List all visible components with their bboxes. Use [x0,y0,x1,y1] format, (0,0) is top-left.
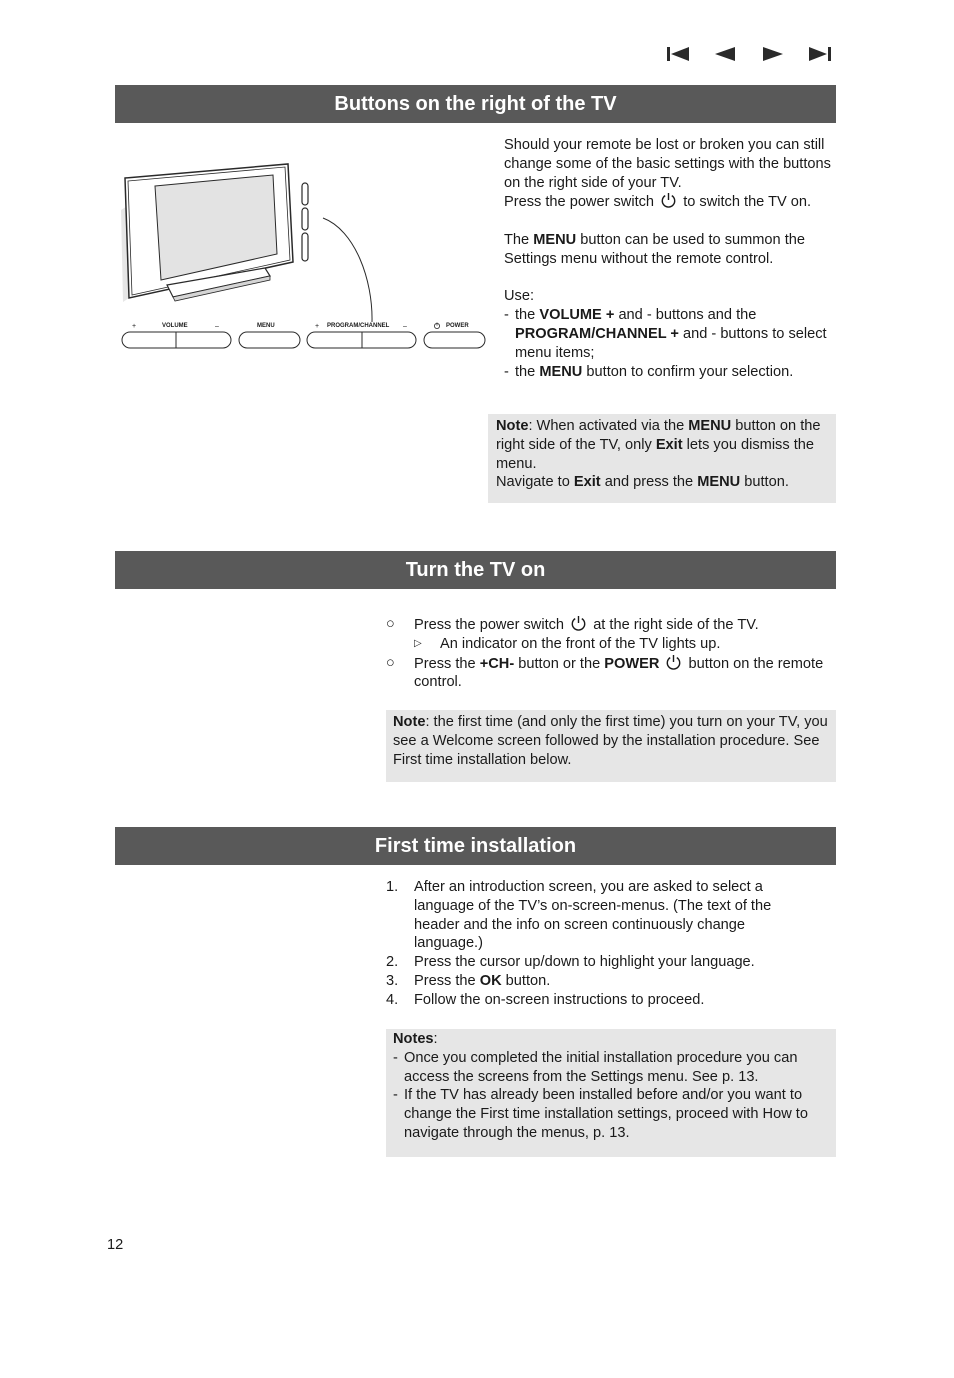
step-2: 2. Press the cursor up/down to highlight your language. [386,954,755,971]
label-minus-program: – [403,323,407,330]
notes-item-2: - If the TV has already been installed before and/or you want to change the First time installation settings, proceed with How to navigate through the menus, p. 13. [393,1087,808,1141]
label-program-channel: PROGRAM/CHANNEL [327,323,390,329]
turn-on-result-1: ▷ An indicator on the front of the TV lights up. [414,635,721,652]
buttons-paragraph-1: Should your remote be lost or broken you can still change some of the basic settings with the buttons on the right side of your TV. [504,137,831,191]
section-title-first-time: First time installation [115,827,836,865]
section-title-buttons: Buttons on the right of the TV [115,85,836,123]
step-1: 1. After an introduction screen, you are asked to select a language of the TV’s on-screen-menus. (The text of the header and the info on screen continuously change language.) [386,879,772,952]
use-item-menu: - the MENU button to confirm your selection. [504,363,794,380]
buttons-paragraph-3: The MENU button can be used to summon the Settings menu without the remote control. [504,231,805,267]
first-time-notes-text [393,1030,823,1143]
skip-to-end-icon[interactable] [806,42,834,66]
power-icon [665,654,682,671]
turn-on-instructions [386,615,831,692]
section-title-turn-on: Turn the TV on [115,551,836,589]
buttons-paragraph-2: Press the power switch to switch the TV on. [504,194,812,211]
label-minus-volume: – [215,323,219,330]
previous-triangle-icon[interactable] [711,42,739,66]
first-time-notes-box [386,1029,836,1157]
notes-item-1: - Once you completed the initial installation procedure you can access the screens from the Settings menu. See p. 13. [393,1049,798,1085]
label-volume: VOLUME [162,323,188,329]
next-triangle-icon[interactable] [759,42,787,66]
step-4: 4. Follow the on-screen instructions to proceed. [386,991,705,1008]
label-power: POWER [446,323,469,329]
turn-on-bullet-1: ○ Press the power switch at the right side of the TV. [386,616,759,633]
use-label: Use: [504,288,535,305]
turn-on-note-text: Note: the first time (and only the first time) you turn on your TV, you see a Welcome screen followed by the installation procedure. See First time installation below. [393,714,828,768]
label-plus-program: + [315,323,320,330]
notes-title: Notes: [393,1031,438,1047]
step-3: 3. Press the OK button. [386,972,551,989]
turn-on-note-box [386,710,836,782]
first-time-steps [386,878,806,1010]
label-menu: MENU [257,323,275,329]
buttons-note-box [488,414,836,503]
power-icon [660,192,677,209]
tv-side-buttons-illustration [115,150,495,360]
buttons-description [504,136,834,381]
result-arrow-icon: ▷ [414,637,422,649]
turn-on-bullet-2: ○ Press the +CH- button or the POWER button on the remote control. [386,654,824,691]
page-number: 12 [107,1237,124,1253]
skip-to-start-icon[interactable] [664,42,692,66]
page-navigation [664,42,834,66]
buttons-note-text: Note: When activated via the MENU button on the right side of the TV, only Exit lets you dismiss the menu. Navigate to Exit and press the MENU button. [496,418,821,491]
use-item-volume-program: - the VOLUME + and - buttons and the PROGRAM/CHANNEL + and - buttons to select menu items; [504,307,827,361]
label-plus-volume: + [132,323,137,330]
power-icon [570,615,587,632]
